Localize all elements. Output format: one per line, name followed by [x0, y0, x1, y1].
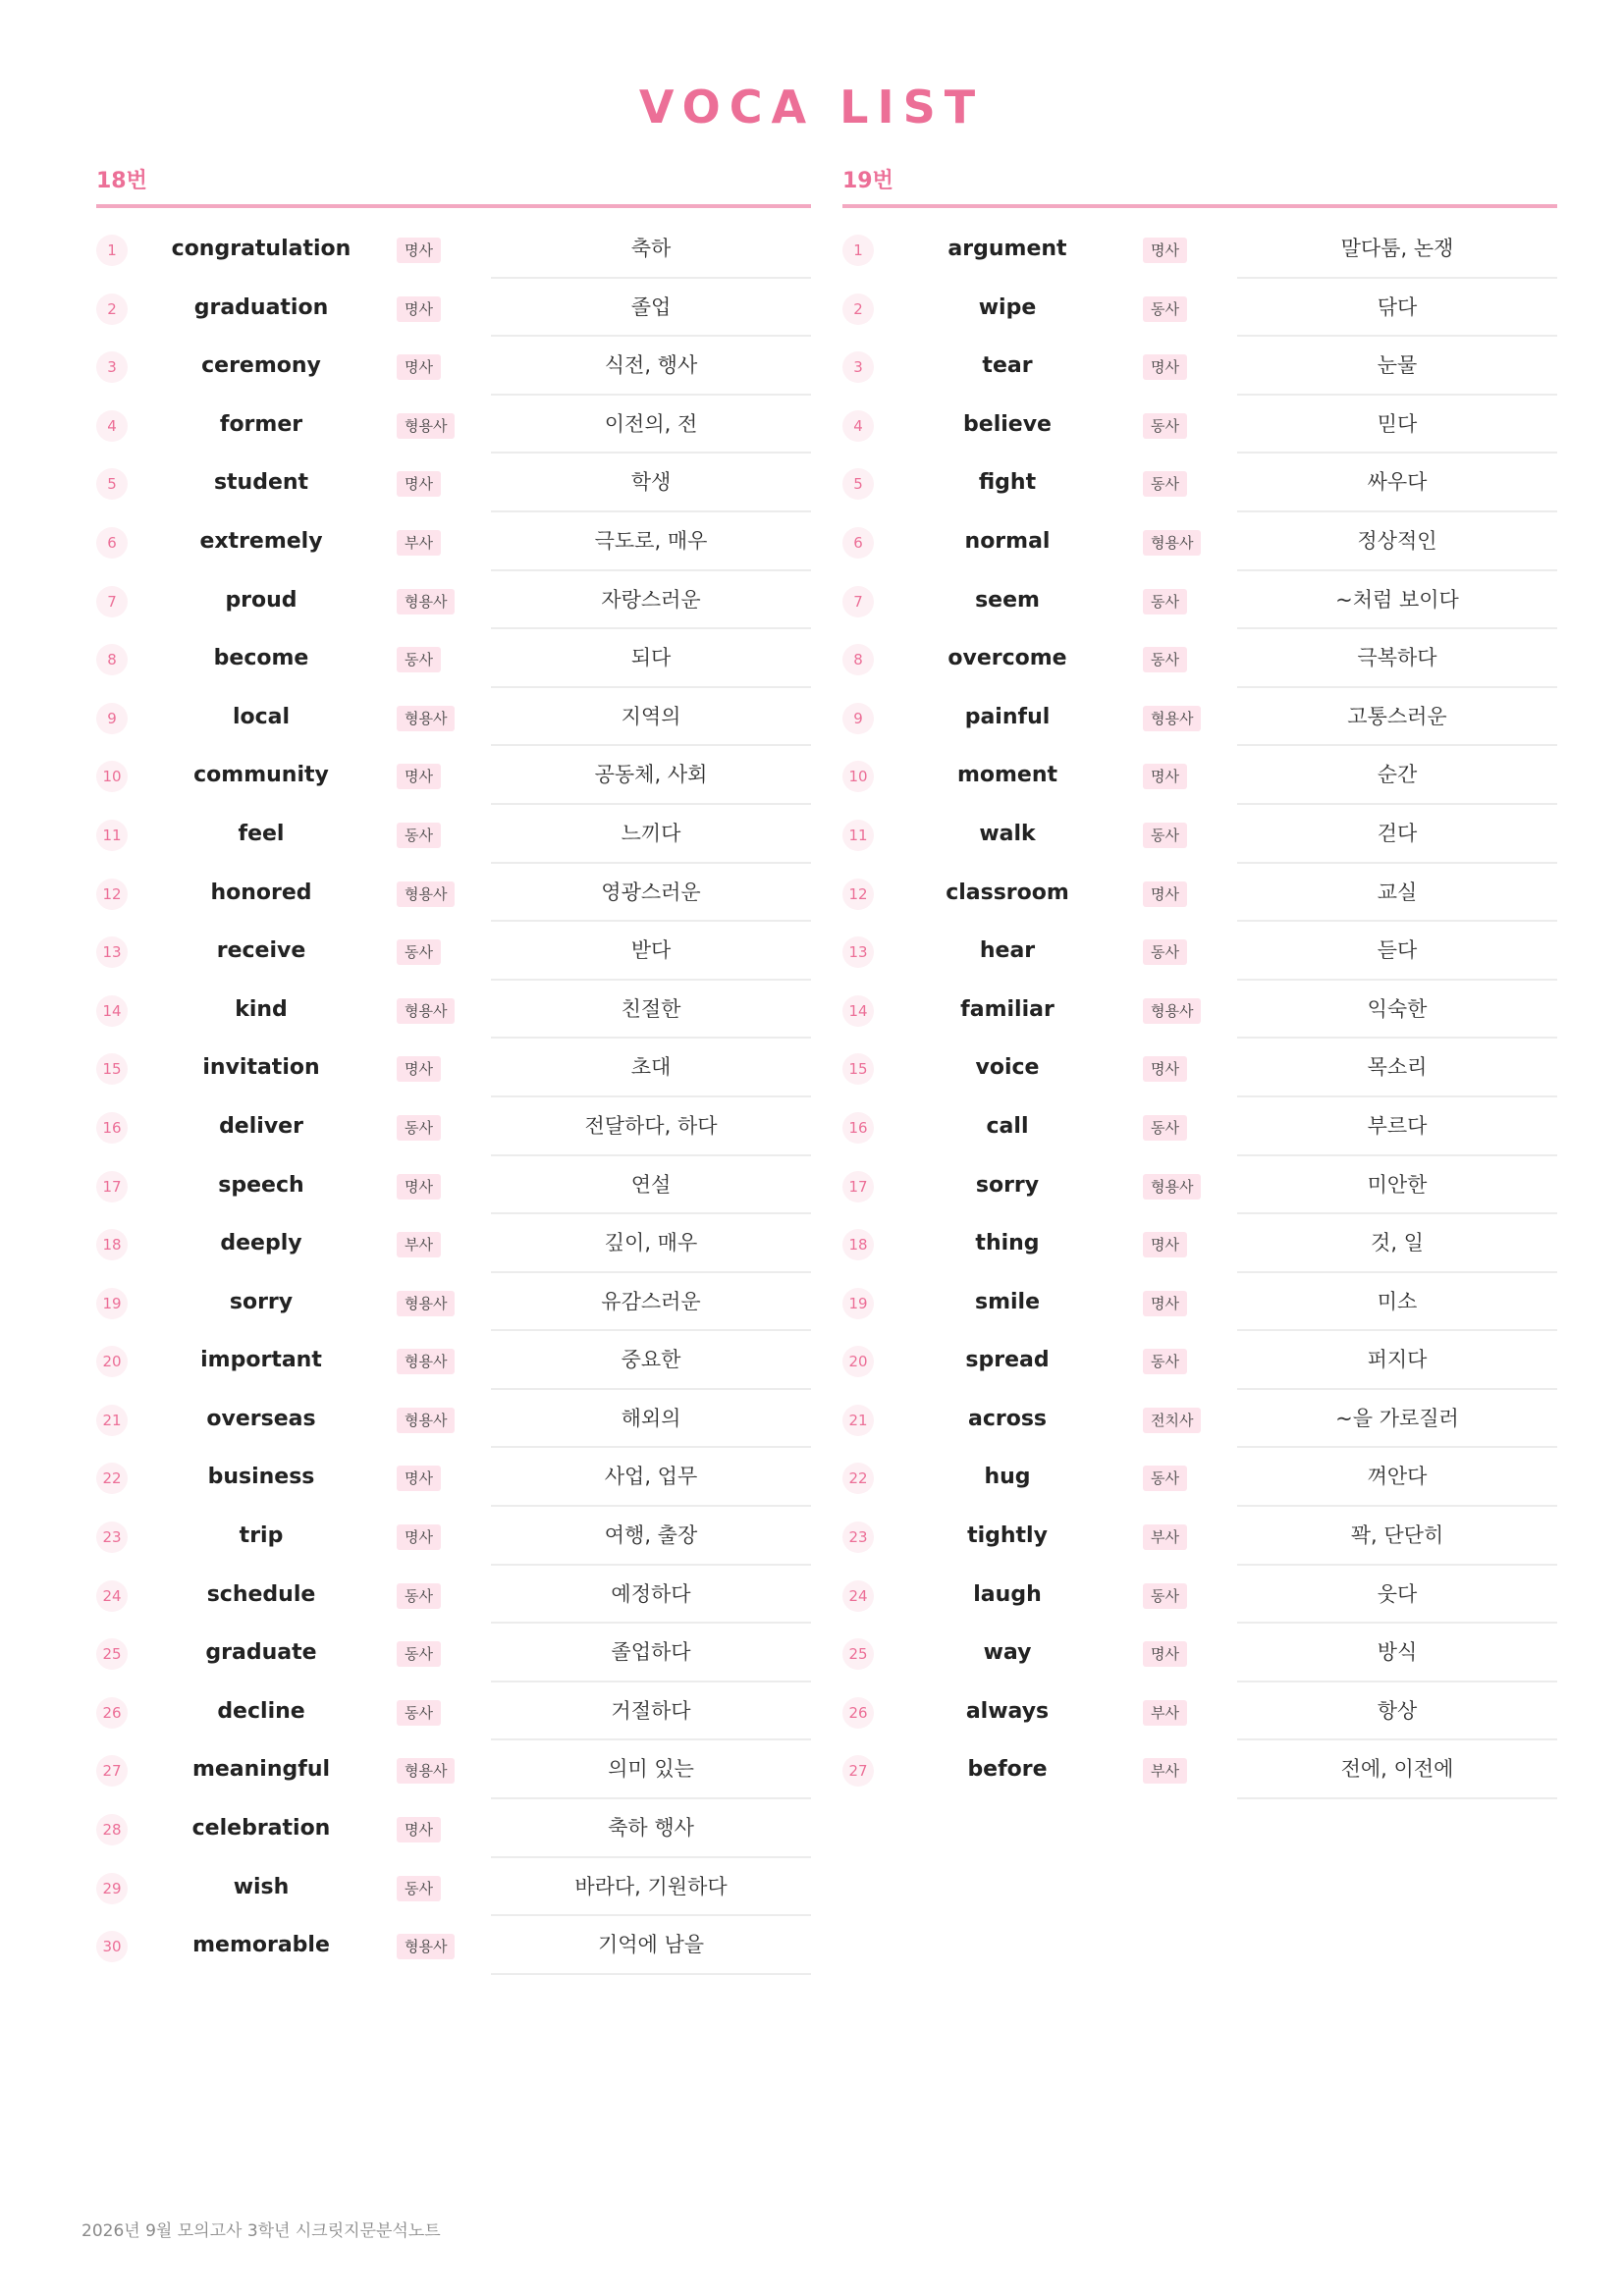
- item-number: 21: [96, 1405, 128, 1436]
- vocab-word: wish: [233, 1874, 290, 1899]
- part-of-speech-badge: 형용사: [1143, 998, 1201, 1024]
- section-label: 18번: [96, 169, 147, 193]
- item-number: 8: [842, 644, 874, 675]
- part-of-speech-badge: 명사: [1143, 1291, 1187, 1316]
- vocab-row: [842, 571, 1557, 630]
- part-of-speech-badge: 형용사: [1143, 530, 1201, 556]
- word-meaning: 미안한: [1237, 1156, 1557, 1215]
- word-meaning: 극도로, 매우: [491, 512, 811, 571]
- word-meaning: 해외의: [491, 1390, 811, 1449]
- vocab-row: [842, 1156, 1557, 1215]
- part-of-speech-badge: 명사: [397, 354, 441, 380]
- vocab-word: always: [965, 1698, 1050, 1724]
- item-number: 17: [96, 1171, 128, 1202]
- word-meaning: 느끼다: [491, 805, 811, 864]
- vocab-word: schedule: [206, 1581, 316, 1607]
- vocab-row: [96, 1624, 811, 1682]
- vocab-word: invitation: [202, 1055, 320, 1081]
- item-number: 9: [842, 703, 874, 734]
- item-number: 1: [96, 235, 128, 266]
- word-meaning: 말다툼, 논쟁: [1237, 220, 1557, 279]
- part-of-speech-badge: 동사: [1143, 296, 1187, 322]
- part-of-speech-badge: 동사: [397, 1583, 441, 1609]
- word-meaning: 축하: [491, 220, 811, 279]
- vocab-word: deliver: [219, 1113, 303, 1139]
- vocab-row: [842, 746, 1557, 805]
- item-number: 15: [842, 1053, 874, 1085]
- item-number: 9: [96, 703, 128, 734]
- part-of-speech-badge: 명사: [1143, 881, 1187, 907]
- vocab-word: call: [986, 1113, 1029, 1139]
- word-meaning: 초대: [491, 1039, 811, 1097]
- vocab-row: [842, 1566, 1557, 1625]
- vocab-row: [96, 981, 811, 1040]
- word-meaning: 기억에 남을: [491, 1916, 811, 1975]
- word-meaning: 졸업하다: [491, 1624, 811, 1682]
- vocab-row: [842, 629, 1557, 688]
- part-of-speech-badge: 형용사: [397, 1934, 455, 1959]
- word-meaning: 되다: [491, 629, 811, 688]
- item-number: 13: [96, 936, 128, 968]
- word-meaning: 전달하다, 하다: [491, 1097, 811, 1156]
- word-meaning: 지역의: [491, 688, 811, 747]
- word-meaning: 졸업: [491, 279, 811, 338]
- item-number: 19: [96, 1288, 128, 1319]
- vocab-word: speech: [218, 1172, 304, 1198]
- word-meaning: 연설: [491, 1156, 811, 1215]
- vocab-row: [96, 1858, 811, 1917]
- item-number: 30: [96, 1931, 128, 1962]
- vocab-word: walk: [979, 821, 1036, 846]
- item-number: 23: [96, 1522, 128, 1553]
- vocab-word: meaningful: [191, 1757, 331, 1783]
- vocab-row: [96, 1390, 811, 1449]
- item-number: 6: [842, 527, 874, 559]
- part-of-speech-badge: 명사: [1143, 764, 1187, 789]
- vocab-row: [96, 454, 811, 512]
- word-meaning: 항상: [1237, 1682, 1557, 1741]
- part-of-speech-badge: 동사: [397, 1641, 441, 1667]
- part-of-speech-badge: 명사: [397, 1524, 441, 1550]
- vocab-row: [96, 1507, 811, 1566]
- item-number: 12: [96, 879, 128, 910]
- vocab-list: [96, 220, 811, 1975]
- part-of-speech-badge: 동사: [1143, 1583, 1187, 1609]
- vocab-word: painful: [964, 704, 1051, 729]
- vocab-word: before: [967, 1757, 1048, 1783]
- item-number: 14: [842, 995, 874, 1027]
- vocab-word: voice: [975, 1055, 1040, 1081]
- vocab-row: [842, 337, 1557, 396]
- part-of-speech-badge: 형용사: [397, 589, 455, 614]
- vocab-word: hug: [984, 1465, 1031, 1490]
- item-number: 29: [96, 1873, 128, 1904]
- vocab-row: [96, 1682, 811, 1741]
- part-of-speech-badge: 형용사: [397, 1758, 455, 1784]
- part-of-speech-badge: 형용사: [397, 413, 455, 439]
- part-of-speech-badge: 동사: [1143, 413, 1187, 439]
- vocab-row: [96, 688, 811, 747]
- vocab-row: [842, 1214, 1557, 1273]
- word-meaning: 싸우다: [1237, 454, 1557, 512]
- vocab-word: way: [983, 1640, 1032, 1666]
- word-meaning: 유감스러운: [491, 1273, 811, 1332]
- word-meaning: ~처럼 보이다: [1237, 571, 1557, 630]
- part-of-speech-badge: 형용사: [397, 881, 455, 907]
- word-meaning: 자랑스러운: [491, 571, 811, 630]
- vocab-word: former: [219, 411, 303, 437]
- word-meaning: 의미 있는: [491, 1740, 811, 1799]
- part-of-speech-badge: 명사: [397, 764, 441, 789]
- vocab-row: [96, 1448, 811, 1507]
- vocab-row: [96, 864, 811, 923]
- vocab-row: [96, 1566, 811, 1625]
- item-number: 4: [842, 410, 874, 442]
- word-meaning: 식전, 행사: [491, 337, 811, 396]
- word-meaning: 영광스러운: [491, 864, 811, 923]
- word-meaning: 순간: [1237, 746, 1557, 805]
- part-of-speech-badge: 동사: [397, 647, 441, 672]
- vocab-row: [96, 220, 811, 279]
- item-number: 27: [842, 1755, 874, 1787]
- word-meaning: 방식: [1237, 1624, 1557, 1682]
- part-of-speech-badge: 형용사: [397, 1291, 455, 1316]
- word-meaning: 예정하다: [491, 1566, 811, 1625]
- word-meaning: 것, 일: [1237, 1214, 1557, 1273]
- item-number: 4: [96, 410, 128, 442]
- word-meaning: 눈물: [1237, 337, 1557, 396]
- item-number: 24: [842, 1580, 874, 1612]
- vocab-row: [96, 805, 811, 864]
- word-meaning: 미소: [1237, 1273, 1557, 1332]
- part-of-speech-badge: 명사: [397, 296, 441, 322]
- vocab-word: become: [213, 646, 309, 671]
- item-number: 16: [842, 1112, 874, 1144]
- word-meaning: 친절한: [491, 981, 811, 1040]
- vocab-word: important: [200, 1348, 322, 1373]
- word-meaning: 퍼지다: [1237, 1331, 1557, 1390]
- part-of-speech-badge: 동사: [397, 939, 441, 965]
- word-meaning: 여행, 출장: [491, 1507, 811, 1566]
- vocab-word: believe: [963, 411, 1052, 437]
- vocab-word: deeply: [220, 1231, 302, 1256]
- part-of-speech-badge: 명사: [1143, 1232, 1187, 1257]
- word-meaning: 걷다: [1237, 805, 1557, 864]
- item-number: 25: [96, 1638, 128, 1670]
- word-meaning: 이전의, 전: [491, 396, 811, 454]
- part-of-speech-badge: 명사: [397, 1174, 441, 1200]
- vocab-word: wipe: [978, 294, 1037, 320]
- part-of-speech-badge: 명사: [397, 1466, 441, 1491]
- section-18: [96, 165, 811, 1975]
- vocab-row: [96, 1740, 811, 1799]
- item-number: 25: [842, 1638, 874, 1670]
- part-of-speech-badge: 형용사: [397, 1408, 455, 1433]
- part-of-speech-badge: 부사: [1143, 1700, 1187, 1726]
- part-of-speech-badge: 동사: [397, 823, 441, 848]
- vocab-row: [96, 1214, 811, 1273]
- vocab-row: [842, 512, 1557, 571]
- part-of-speech-badge: 부사: [397, 530, 441, 556]
- vocab-row: [842, 864, 1557, 923]
- part-of-speech-badge: 명사: [1143, 354, 1187, 380]
- vocab-word: business: [207, 1465, 315, 1490]
- word-meaning: 정상적인: [1237, 512, 1557, 571]
- part-of-speech-badge: 동사: [1143, 1466, 1187, 1491]
- part-of-speech-badge: 명사: [397, 238, 441, 263]
- vocab-row: [96, 1156, 811, 1215]
- word-meaning: 웃다: [1237, 1566, 1557, 1625]
- item-number: 20: [842, 1346, 874, 1377]
- item-number: 16: [96, 1112, 128, 1144]
- vocab-word: spread: [965, 1348, 1050, 1373]
- word-meaning: ~을 가로질러: [1237, 1390, 1557, 1449]
- vocab-word: overseas: [206, 1406, 316, 1431]
- item-number: 2: [96, 294, 128, 325]
- footer-text: 2026년 9월 모의고사 3학년 시크릿지문분석노트: [81, 2221, 441, 2241]
- item-number: 7: [96, 586, 128, 617]
- part-of-speech-badge: 명사: [397, 1817, 441, 1842]
- item-number: 17: [842, 1171, 874, 1202]
- part-of-speech-badge: 형용사: [1143, 706, 1201, 731]
- word-meaning: 고통스러운: [1237, 688, 1557, 747]
- item-number: 19: [842, 1288, 874, 1319]
- item-number: 10: [842, 761, 874, 792]
- vocab-word: proud: [225, 587, 298, 613]
- vocab-row: [842, 981, 1557, 1040]
- item-number: 18: [842, 1229, 874, 1260]
- item-number: 28: [96, 1814, 128, 1845]
- word-meaning: 목소리: [1237, 1039, 1557, 1097]
- vocab-word: graduate: [205, 1640, 317, 1666]
- vocab-row: [96, 1097, 811, 1156]
- vocab-word: congratulation: [171, 237, 352, 261]
- item-number: 3: [842, 351, 874, 383]
- item-number: 27: [96, 1755, 128, 1787]
- section-19: [842, 165, 1557, 1799]
- word-meaning: 껴안다: [1237, 1448, 1557, 1507]
- vocab-row: [96, 746, 811, 805]
- page-title: VOCA LIST: [638, 80, 985, 133]
- vocab-word: across: [967, 1406, 1048, 1431]
- part-of-speech-badge: 형용사: [397, 998, 455, 1024]
- vocab-row: [96, 1916, 811, 1975]
- vocab-word: extremely: [199, 528, 323, 554]
- vocab-row: [96, 396, 811, 454]
- vocab-word: moment: [956, 763, 1058, 788]
- word-meaning: 거절하다: [491, 1682, 811, 1741]
- vocab-word: normal: [964, 528, 1051, 554]
- part-of-speech-badge: 동사: [1143, 471, 1187, 497]
- vocab-list: [842, 220, 1557, 1799]
- vocab-row: [842, 1039, 1557, 1097]
- item-number: 6: [96, 527, 128, 559]
- part-of-speech-badge: 동사: [1143, 1349, 1187, 1374]
- part-of-speech-badge: 동사: [1143, 939, 1187, 965]
- item-number: 23: [842, 1522, 874, 1553]
- vocab-word: honored: [210, 880, 312, 905]
- item-number: 15: [96, 1053, 128, 1085]
- item-number: 22: [96, 1463, 128, 1494]
- item-number: 21: [842, 1405, 874, 1436]
- item-number: 11: [96, 820, 128, 851]
- word-meaning: 부르다: [1237, 1097, 1557, 1156]
- word-meaning: 꽉, 단단히: [1237, 1507, 1557, 1566]
- vocab-word: sorry: [975, 1172, 1040, 1198]
- vocab-word: smile: [974, 1289, 1041, 1314]
- vocab-word: decline: [217, 1698, 305, 1724]
- vocab-word: thing: [975, 1231, 1040, 1256]
- part-of-speech-badge: 부사: [1143, 1524, 1187, 1550]
- part-of-speech-badge: 동사: [1143, 823, 1187, 848]
- vocab-word: community: [193, 763, 329, 788]
- word-meaning: 교실: [1237, 864, 1557, 923]
- vocab-word: ceremony: [201, 353, 321, 379]
- item-number: 26: [96, 1697, 128, 1729]
- word-meaning: 믿다: [1237, 396, 1557, 454]
- vocab-row: [842, 454, 1557, 512]
- vocab-word: local: [232, 704, 291, 729]
- part-of-speech-badge: 형용사: [397, 1349, 455, 1374]
- part-of-speech-badge: 동사: [397, 1115, 441, 1141]
- vocab-row: [842, 1331, 1557, 1390]
- vocab-word: seem: [975, 587, 1040, 613]
- word-meaning: 중요한: [491, 1331, 811, 1390]
- word-meaning: 닦다: [1237, 279, 1557, 338]
- vocab-row: [96, 1799, 811, 1858]
- vocab-word: sorry: [229, 1289, 294, 1314]
- word-meaning: 받다: [491, 922, 811, 981]
- vocab-word: kind: [235, 996, 288, 1022]
- vocab-row: [842, 1448, 1557, 1507]
- item-number: 22: [842, 1463, 874, 1494]
- word-meaning: 전에, 이전에: [1237, 1740, 1557, 1799]
- item-number: 3: [96, 351, 128, 383]
- part-of-speech-badge: 명사: [1143, 1641, 1187, 1667]
- section-label: 19번: [842, 169, 893, 193]
- part-of-speech-badge: 동사: [1143, 589, 1187, 614]
- vocab-row: [842, 1740, 1557, 1799]
- vocab-row: [842, 1390, 1557, 1449]
- item-number: 2: [842, 294, 874, 325]
- vocab-word: laugh: [973, 1581, 1042, 1607]
- vocab-row: [842, 688, 1557, 747]
- vocab-row: [842, 1097, 1557, 1156]
- vocab-word: feel: [238, 821, 285, 846]
- item-number: 13: [842, 936, 874, 968]
- item-number: 24: [96, 1580, 128, 1612]
- vocab-row: [842, 220, 1557, 279]
- vocab-row: [842, 805, 1557, 864]
- item-number: 8: [96, 644, 128, 675]
- part-of-speech-badge: 부사: [397, 1232, 441, 1257]
- part-of-speech-badge: 명사: [1143, 238, 1187, 263]
- part-of-speech-badge: 동사: [1143, 1115, 1187, 1141]
- part-of-speech-badge: 부사: [1143, 1758, 1187, 1784]
- word-meaning: 축하 행사: [491, 1799, 811, 1858]
- vocab-row: [842, 1624, 1557, 1682]
- word-meaning: 깊이, 매우: [491, 1214, 811, 1273]
- part-of-speech-badge: 형용사: [1143, 1174, 1201, 1200]
- vocab-word: tightly: [967, 1523, 1048, 1549]
- vocab-word: argument: [947, 237, 1067, 261]
- item-number: 12: [842, 879, 874, 910]
- vocab-row: [96, 1273, 811, 1332]
- vocab-row: [842, 279, 1557, 338]
- item-number: 20: [96, 1346, 128, 1377]
- vocab-word: receive: [216, 938, 306, 964]
- part-of-speech-badge: 명사: [397, 471, 441, 497]
- vocab-word: hear: [979, 938, 1036, 964]
- item-number: 26: [842, 1697, 874, 1729]
- word-meaning: 사업, 업무: [491, 1448, 811, 1507]
- vocab-row: [96, 571, 811, 630]
- vocab-word: graduation: [193, 294, 329, 320]
- word-meaning: 바라다, 기원하다: [491, 1858, 811, 1917]
- vocab-row: [96, 1039, 811, 1097]
- vocab-row: [96, 1331, 811, 1390]
- word-meaning: 극복하다: [1237, 629, 1557, 688]
- item-number: 5: [96, 468, 128, 500]
- item-number: 14: [96, 995, 128, 1027]
- word-meaning: 듣다: [1237, 922, 1557, 981]
- vocab-row: [842, 1273, 1557, 1332]
- vocab-word: memorable: [192, 1933, 330, 1958]
- vocab-word: tear: [982, 353, 1033, 379]
- vocab-row: [842, 922, 1557, 981]
- vocab-row: [96, 337, 811, 396]
- item-number: 7: [842, 586, 874, 617]
- vocab-word: fight: [978, 470, 1037, 496]
- word-meaning: 공동체, 사회: [491, 746, 811, 805]
- item-number: 11: [842, 820, 874, 851]
- item-number: 5: [842, 468, 874, 500]
- word-meaning: 학생: [491, 454, 811, 512]
- item-number: 18: [96, 1229, 128, 1260]
- vocab-row: [96, 279, 811, 338]
- vocab-row: [96, 629, 811, 688]
- section-divider: [842, 204, 1557, 208]
- vocab-row: [842, 1682, 1557, 1741]
- item-number: 1: [842, 235, 874, 266]
- part-of-speech-badge: 전치사: [1143, 1408, 1201, 1433]
- word-meaning: 익숙한: [1237, 981, 1557, 1040]
- vocab-word: overcome: [947, 646, 1067, 671]
- vocab-word: classroom: [946, 880, 1069, 905]
- part-of-speech-badge: 형용사: [397, 706, 455, 731]
- vocab-word: trip: [239, 1523, 284, 1549]
- item-number: 10: [96, 761, 128, 792]
- part-of-speech-badge: 명사: [1143, 1056, 1187, 1082]
- part-of-speech-badge: 명사: [397, 1056, 441, 1082]
- vocab-word: celebration: [191, 1816, 331, 1842]
- vocab-word: familiar: [960, 996, 1055, 1022]
- vocab-word: student: [213, 470, 309, 496]
- vocab-row: [842, 396, 1557, 454]
- part-of-speech-badge: 동사: [397, 1700, 441, 1726]
- section-divider: [96, 204, 811, 208]
- vocab-row: [96, 512, 811, 571]
- vocab-row: [96, 922, 811, 981]
- part-of-speech-badge: 동사: [397, 1876, 441, 1901]
- part-of-speech-badge: 동사: [1143, 647, 1187, 672]
- vocab-row: [842, 1507, 1557, 1566]
